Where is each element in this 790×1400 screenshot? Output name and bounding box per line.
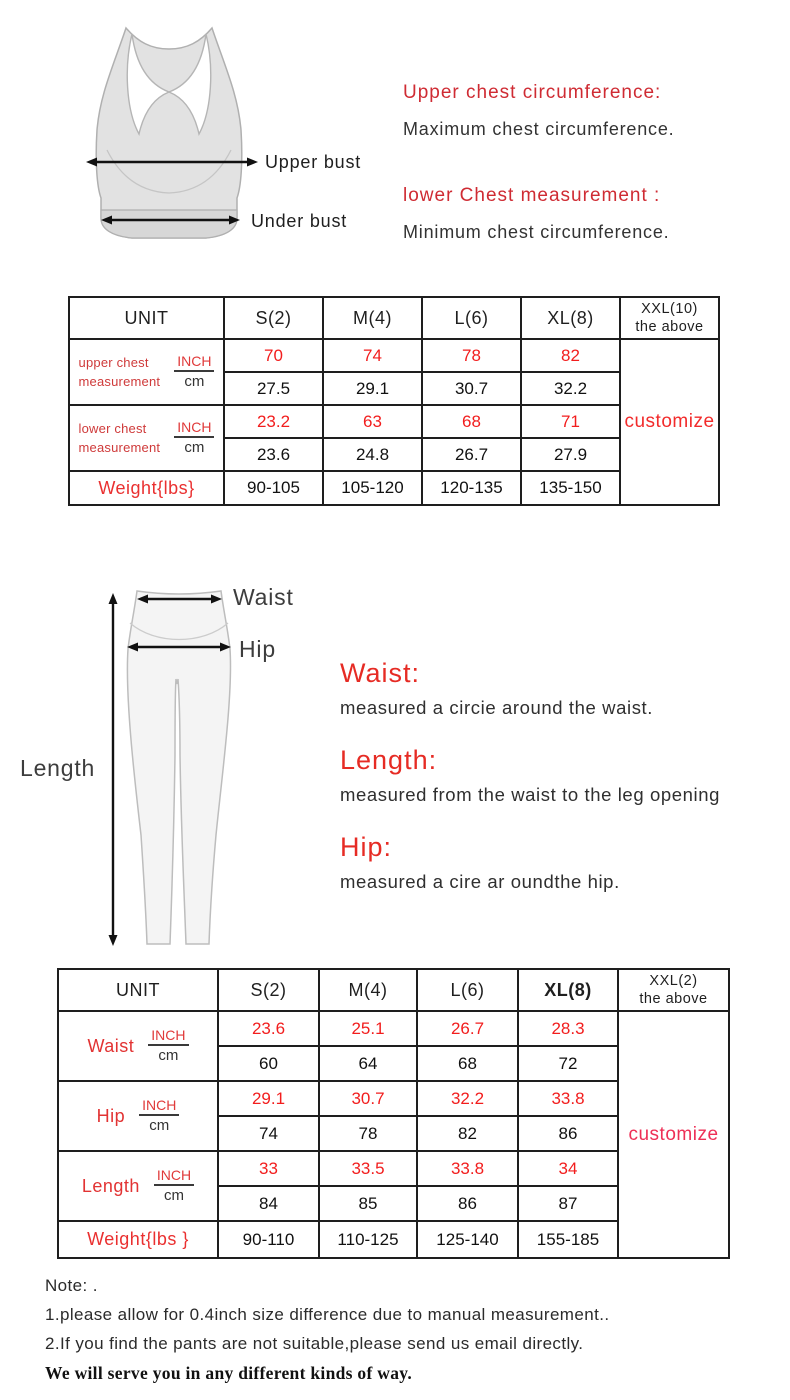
note-title: Note: . xyxy=(45,1276,98,1295)
length-label: Length xyxy=(20,755,96,781)
table-cell: 63 xyxy=(323,405,422,438)
table-cell: 32.2 xyxy=(521,372,620,405)
table-header-row xyxy=(58,969,729,1011)
table-cell: 85 xyxy=(319,1186,417,1221)
bra-size-table xyxy=(68,296,720,506)
table-cell: 74 xyxy=(218,1116,319,1151)
table-cell: 60 xyxy=(218,1046,319,1081)
weight-label-cell: Weight{lbs } xyxy=(58,1221,218,1258)
hip-label: Hip xyxy=(239,636,276,662)
table-cell: 33.8 xyxy=(518,1081,618,1116)
table-cell: 30.7 xyxy=(422,372,521,405)
table-cell: 86 xyxy=(417,1186,518,1221)
lower-chest-label-cell: lower chest measurement $\frac{\text{INCH}}{cm}$ xyxy=(69,405,224,471)
table-cell: 125-140 xyxy=(417,1221,518,1258)
leggings-size-table xyxy=(57,968,730,1259)
size-header-l: L(6) xyxy=(417,969,518,1011)
table-cell: 84 xyxy=(218,1186,319,1221)
table-cell: 68 xyxy=(417,1046,518,1081)
table-cell: 28.3 xyxy=(518,1011,618,1046)
table-cell: 29.1 xyxy=(218,1081,319,1116)
table-cell: 74 xyxy=(323,339,422,372)
length-title: Length: xyxy=(340,745,438,775)
upper-bust-label: Upper bust xyxy=(265,152,362,172)
table-cell: 24.8 xyxy=(323,438,422,471)
table-cell: 78 xyxy=(422,339,521,372)
size-header-xxl: XXL(10) the above xyxy=(620,297,719,339)
table-cell: 86 xyxy=(518,1116,618,1151)
unit-fraction: $\frac{\text{INCH}}{cm}$ xyxy=(139,1097,179,1134)
table-cell: 82 xyxy=(417,1116,518,1151)
unit-fraction: $\frac{\text{INCH}}{cm}$ xyxy=(174,419,214,456)
table-cell: 27.5 xyxy=(224,372,323,405)
lower-chest-desc: Minimum chest circumference. xyxy=(403,222,670,242)
table-cell: 155-185 xyxy=(518,1221,618,1258)
table-cell: 25.1 xyxy=(319,1011,417,1046)
length-label-cell: Length $\frac{\text{INCH}}{cm}$ xyxy=(58,1151,218,1221)
table-cell: 72 xyxy=(518,1046,618,1081)
size-header-m: M(4) xyxy=(323,297,422,339)
upper-chest-label-cell: upper chest measurement $\frac{\text{INCH}}{cm}$ xyxy=(69,339,224,405)
waist-title: Waist: xyxy=(340,658,420,688)
note-line-1: 1.please allow for 0.4inch size difference due to manual measurement.. xyxy=(45,1305,610,1324)
notes-section xyxy=(45,1276,755,1393)
table-cell: 30.7 xyxy=(319,1081,417,1116)
length-desc: measured from the waist to the leg opening xyxy=(340,784,720,805)
table-cell: 120-135 xyxy=(422,471,521,505)
table-cell: 90-105 xyxy=(224,471,323,505)
table-cell: 29.1 xyxy=(323,372,422,405)
note-line-2: 2.If you find the pants are not suitable,please send us email directly. xyxy=(45,1334,584,1353)
size-header-xl: XL(8) xyxy=(521,297,620,339)
table-cell: 26.7 xyxy=(422,438,521,471)
hip-label-cell: Hip $\frac{\text{INCH}}{cm}$ xyxy=(58,1081,218,1151)
unit-header: UNIT xyxy=(58,969,218,1011)
table-cell: 78 xyxy=(319,1116,417,1151)
customize-cell: customize xyxy=(620,339,719,505)
table-cell: 33 xyxy=(218,1151,319,1186)
table-cell: 71 xyxy=(521,405,620,438)
waist-label: Waist xyxy=(233,584,294,610)
customize-cell: customize xyxy=(618,1011,729,1258)
table-cell: 90-110 xyxy=(218,1221,319,1258)
table-cell: 110-125 xyxy=(319,1221,417,1258)
size-header-xxl: XXL(2) the above xyxy=(618,969,729,1011)
chest-measurement-text xyxy=(403,82,778,243)
table-cell: 33.8 xyxy=(417,1151,518,1186)
under-bust-label: Under bust xyxy=(251,211,348,231)
table-cell: 87 xyxy=(518,1186,618,1221)
table-cell: 34 xyxy=(518,1151,618,1186)
length-arrow xyxy=(109,593,118,946)
table-row xyxy=(69,339,719,372)
weight-label-cell: Weight{lbs} xyxy=(69,471,224,505)
table-cell: 27.9 xyxy=(521,438,620,471)
size-header-s: S(2) xyxy=(218,969,319,1011)
upper-chest-title: Upper chest circumference: xyxy=(403,82,662,103)
table-cell: 68 xyxy=(422,405,521,438)
size-header-s: S(2) xyxy=(224,297,323,339)
table-cell: 105-120 xyxy=(323,471,422,505)
size-header-l: L(6) xyxy=(422,297,521,339)
hip-title: Hip: xyxy=(340,832,393,862)
unit-fraction: $\frac{\text{INCH}}{cm}$ xyxy=(154,1167,194,1204)
table-cell: 32.2 xyxy=(417,1081,518,1116)
note-line-3: We will serve you in any different kinds of way. xyxy=(45,1363,413,1383)
waist-label-cell: Waist $\frac{\text{INCH}}{cm}$ xyxy=(58,1011,218,1081)
table-cell: 23.6 xyxy=(218,1011,319,1046)
table-header-row xyxy=(69,297,719,339)
lower-chest-title: lower Chest measurement : xyxy=(403,185,661,206)
size-header-m: M(4) xyxy=(319,969,417,1011)
table-cell: 23.6 xyxy=(224,438,323,471)
table-cell: 23.2 xyxy=(224,405,323,438)
table-cell: 82 xyxy=(521,339,620,372)
upper-chest-desc: Maximum chest circumference. xyxy=(403,119,675,139)
table-cell: 135-150 xyxy=(521,471,620,505)
leggings-measurement-text xyxy=(340,658,780,893)
unit-header: UNIT xyxy=(69,297,224,339)
table-cell: 26.7 xyxy=(417,1011,518,1046)
waist-desc: measured a circie around the waist. xyxy=(340,697,654,718)
table-cell: 70 xyxy=(224,339,323,372)
hip-desc: measured a cire ar oundthe hip. xyxy=(340,871,620,892)
unit-fraction: $\frac{\text{INCH}}{cm}$ xyxy=(148,1027,188,1064)
table-cell: 64 xyxy=(319,1046,417,1081)
unit-fraction: $\frac{\text{INCH}}{cm}$ xyxy=(174,353,214,390)
table-row xyxy=(58,1011,729,1046)
size-header-xl: XL(8) xyxy=(518,969,618,1011)
table-cell: 33.5 xyxy=(319,1151,417,1186)
